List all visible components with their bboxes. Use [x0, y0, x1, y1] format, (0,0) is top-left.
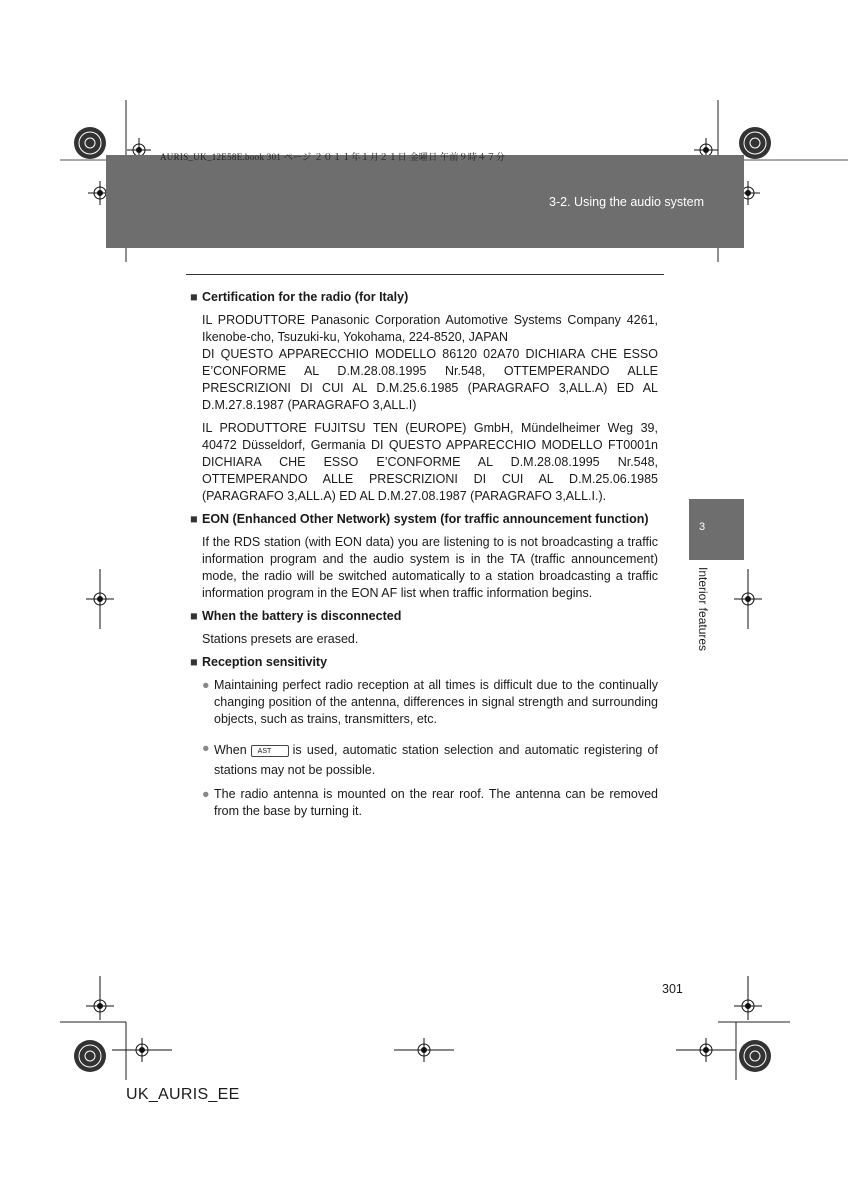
- paragraph: DI QUESTO APPARECCHIO MODELLO 86120 02A70 DICHIARA CHE ESSO E’CONFORME AL D.M.28.08.1995 Nr.548, OTTEMPERANDO ALLE PRESCRIZIONI DI CUI AL D.M.25.6.1985 (PARAGRAFO 3,ALL.A) ED AL D.M.27.8.1987 (PARAGRAFO 3,ALL.I): [202, 347, 658, 412]
- rosette-bottom-right: [739, 1040, 771, 1072]
- list-item-text: Maintaining perfect radio reception at all times is difficult due to the continually changing position of the antenna, differences in signal strength and surrounding objects, such as trains, transmitters, etc.: [214, 678, 658, 726]
- heading-text: Reception sensitivity: [202, 655, 328, 669]
- round-bullet-icon: ●: [202, 787, 210, 801]
- square-bullet-icon: ■: [190, 609, 198, 623]
- list-item: [202, 786, 658, 820]
- section-heading: [190, 289, 658, 306]
- heading-text: Certification for the radio (for Italy): [202, 290, 409, 304]
- list-item: [202, 677, 658, 728]
- ast-button-label: AST: [257, 747, 272, 755]
- square-bullet-icon: ■: [190, 290, 198, 304]
- paragraph: IL PRODUTTORE FUJITSU TEN (EUROPE) GmbH, Mündelheimer Weg 39, 40472 Düsseldorf, Germania DI QUESTO APPARECCHIO MODELLO FT0001n DICHIARA CHE ESSO E’CONFORME AL D.M.28.08.1995 Nr.548, OTTEMPERANDO ALLE PRESCRIZIONI DI CUI AL D.M.25.06.1985 (PARAGRAFO 3,ALL.A) ED AL D.M.27.08.1987 (PARAGRAFO 3,ALL.I.).: [202, 421, 658, 503]
- round-bullet-icon: ●: [202, 741, 210, 755]
- text-fragment: When: [214, 743, 247, 757]
- page-number: 301: [662, 982, 683, 996]
- print-info: AURIS_UK_12E58E.book 301 ページ ２０１１年１月２１日 金曜日 午前９時４７分: [160, 152, 506, 162]
- rosette-top-left: [74, 127, 106, 159]
- page-content: [190, 289, 658, 820]
- square-bullet-icon: ■: [190, 655, 198, 669]
- section-title: 3-2. Using the audio system: [549, 195, 704, 209]
- list-item-text: [214, 740, 658, 780]
- text-fragment: is used, automatic station selection and automatic registering of stations may not be possible.: [214, 743, 658, 777]
- section-heading: [190, 511, 658, 528]
- rosette-bottom-left: [74, 1040, 106, 1072]
- paragraph: Stations presets are erased.: [202, 632, 359, 646]
- square-bullet-icon: ■: [190, 512, 198, 526]
- section-heading: [190, 608, 658, 625]
- header-rule: [186, 274, 664, 275]
- section-heading: [190, 654, 658, 671]
- ast-button-icon: [251, 745, 289, 757]
- chapter-number: 3: [698, 521, 706, 533]
- footer-code: UK_AURIS_EE: [126, 1086, 240, 1103]
- paragraph: IL PRODUTTORE Panasonic Corporation Automotive Systems Company 4261, Ikenobe-cho, Tsuzuki-ku, Yokohama, 224-8520, JAPAN: [202, 313, 658, 344]
- list-item-text: The radio antenna is mounted on the rear roof. The antenna can be removed from the base by turning it.: [214, 787, 658, 818]
- paragraph: If the RDS station (with EON data) you are listening to is not broadcasting a traffic information program and the audio system is in the TA (traffic announcement) mode, the radio will be switched automatically to a station broadcasting a traffic information program in the EON AF list when traffic information begins.: [202, 535, 658, 600]
- chapter-label: Interior features: [696, 567, 710, 652]
- round-bullet-icon: ●: [202, 678, 210, 692]
- list-item: [202, 740, 658, 780]
- chapter-tab: [689, 499, 744, 560]
- heading-text: EON (Enhanced Other Network) system (for traffic announcement function): [202, 512, 649, 526]
- heading-text: When the battery is disconnected: [202, 609, 402, 623]
